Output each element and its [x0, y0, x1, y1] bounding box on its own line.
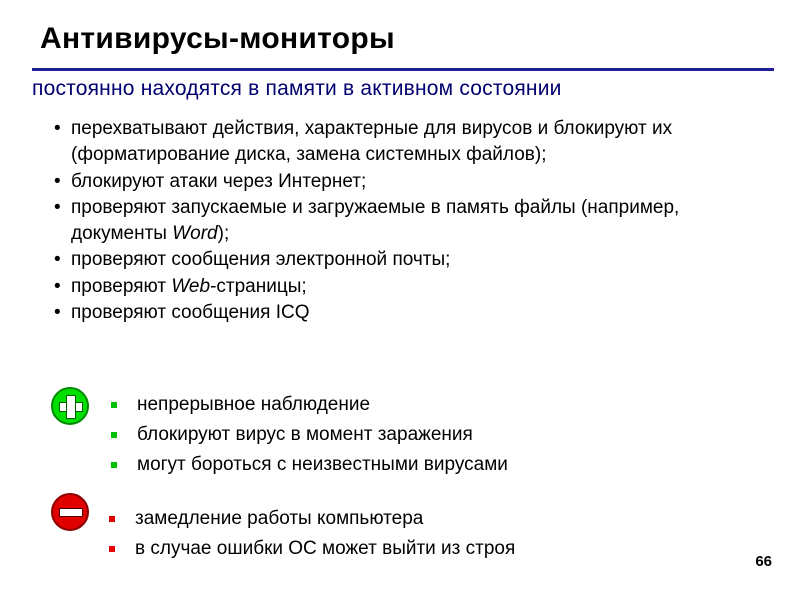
plus-circle-icon: [51, 387, 89, 425]
title-underline: [32, 68, 774, 71]
features-list: [54, 116, 744, 326]
minus-circle-icon: [51, 493, 89, 531]
disadvantage-item: замедление работы компьютера: [108, 504, 515, 534]
advantage-item: блокируют вирус в момент заражения: [110, 420, 508, 450]
feature-item: • блокируют атаки через Интернет;: [54, 169, 744, 195]
advantages-list: [110, 390, 508, 480]
page-number: 66: [755, 553, 772, 570]
disadvantages-list: [108, 504, 515, 564]
feature-item: • проверяют запускаемые и загружаемые в память файлы (например, документы Word);: [54, 195, 744, 248]
feature-item: • перехватывают действия, характерные для вирусов и блокируют их (форматирование диска, замена системных файлов);: [54, 116, 744, 169]
feature-item: • проверяют сообщения ICQ: [54, 300, 744, 326]
slide-subtitle: постоянно находятся в памяти в активном состоянии: [32, 77, 562, 100]
advantage-item: непрерывное наблюдение: [110, 390, 508, 420]
advantage-item: могут бороться с неизвестными вирусами: [110, 450, 508, 480]
feature-item: • проверяют сообщения электронной почты;: [54, 247, 744, 273]
slide-title: Антивирусы-мониторы: [40, 22, 395, 55]
disadvantage-item: в случае ошибки ОС может выйти из строя: [108, 534, 515, 564]
feature-item: • проверяют Web-страницы;: [54, 274, 744, 300]
